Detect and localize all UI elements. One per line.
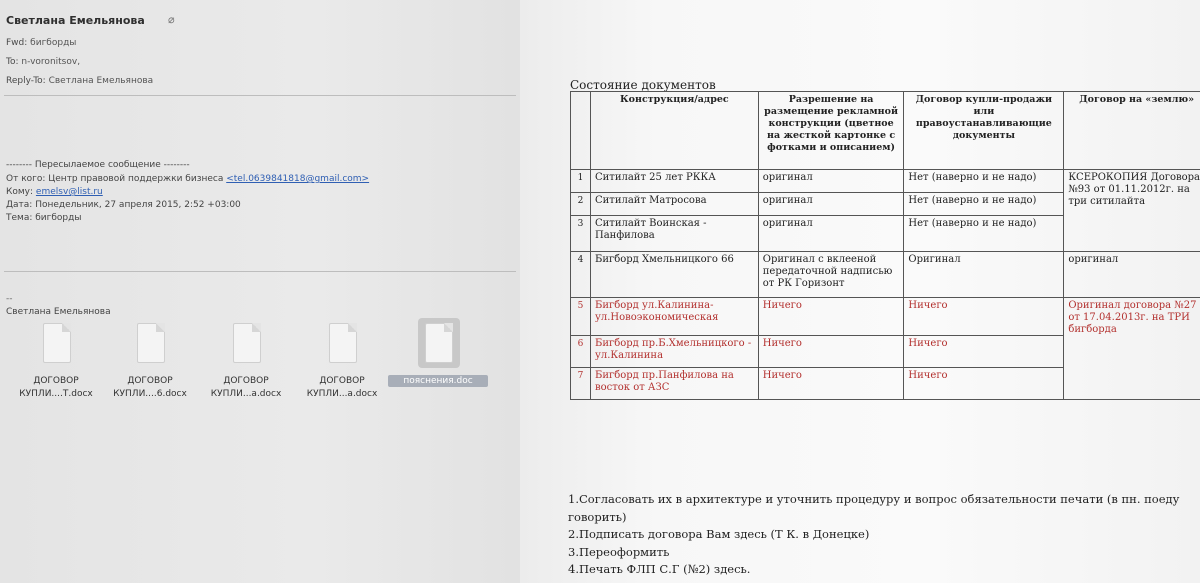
cell-permit: Ничего: [758, 368, 904, 400]
document-icon: [329, 323, 357, 363]
notes-list: [568, 491, 1200, 579]
cell-num: 5: [571, 298, 591, 336]
cell-address: Бигборд Хмельницкого 66: [590, 252, 758, 298]
cell-permit: оригинал: [758, 216, 904, 252]
cell-address: Бигборд пр.Панфилова на восток от АЗС: [590, 368, 758, 400]
cell-land: КСЕРОКОПИЯ Договора №93 от 01.11.2012г. на три ситилайта: [1064, 170, 1200, 252]
mail-pane: [0, 0, 520, 583]
cell-address: Бигборд пр.Б.Хмельницкого - ул.Калинина: [590, 336, 758, 368]
document-icon: [425, 323, 453, 363]
cell-contract: Нет (наверно и не надо): [904, 193, 1064, 216]
signature: Светлана Емельянова: [6, 307, 111, 317]
attachment-2[interactable]: ДОГОВОР КУПЛИ....6.docx: [102, 320, 198, 410]
paperclip-icon: ⌀: [168, 13, 175, 26]
header-subject: Fwd: бигборды: [6, 38, 77, 48]
cell-permit: Ничего: [758, 298, 904, 336]
attachment-4[interactable]: ДОГОВОР КУПЛИ...а.docx: [294, 320, 390, 410]
table-row: [571, 252, 1200, 298]
forward-subject: Тема: бигборды: [6, 213, 82, 223]
cell-address: Ситилайт Матросова: [590, 193, 758, 216]
sender-name[interactable]: Светлана Емельянова: [6, 14, 145, 27]
header-permit: Разрешение на размещение рекламной конструкции (цветное на жесткой картонке с фотками и описанием): [758, 92, 904, 170]
forward-from: От кого: Центр правовой поддержки бизнеса <tel.0639841818@gmail.com>: [6, 174, 370, 184]
cell-address: Ситилайт Воинская - Панфилова: [590, 216, 758, 252]
cell-address: Бигборд ул.Калинина-ул.Новоэкономическая: [590, 298, 758, 336]
cell-address: Ситилайт 25 лет РККА: [590, 170, 758, 193]
from-email-link[interactable]: <tel.0639841818@gmail.com>: [226, 174, 370, 184]
cell-contract: Нет (наверно и не надо): [904, 216, 1064, 252]
cell-contract: Оригинал: [904, 252, 1064, 298]
header-divider: [4, 95, 516, 96]
header-land: Договор на «землю»: [1064, 92, 1200, 170]
cell-permit: Оригинал с вклееной передаточной надписью от РК Горизонт: [758, 252, 904, 298]
document-icon: [233, 323, 261, 363]
note-item: 2.Подписать договора Вам здесь (Т К. в Донецке): [568, 527, 870, 541]
cell-num: 4: [571, 252, 591, 298]
attachment-5-selected[interactable]: пояснения.doc: [390, 320, 486, 410]
documents-status-table: [570, 91, 1200, 400]
note-item: 1.Согласовать их в архитектуре и уточнить процедуру и вопрос обязательности печати (в пн. поеду говорить): [568, 492, 1180, 524]
cell-contract: Ничего: [904, 298, 1064, 336]
header-num: [571, 92, 591, 170]
forward-to: Кому: emelsv@list.ru: [6, 187, 103, 197]
attachment-1[interactable]: ДОГОВОР КУПЛИ....Т.docx: [8, 320, 104, 410]
document-preview: [520, 0, 1200, 583]
body-divider: [4, 271, 516, 272]
table-row: [571, 298, 1200, 336]
table-header-row: [571, 92, 1200, 170]
cell-land: оригинал: [1064, 252, 1200, 298]
document-icon: [43, 323, 71, 363]
cell-num: 2: [571, 193, 591, 216]
cell-num: 6: [571, 336, 591, 368]
table-row: [571, 170, 1200, 193]
cell-permit: оригинал: [758, 193, 904, 216]
cell-permit: Ничего: [758, 336, 904, 368]
to-email-link[interactable]: emelsv@list.ru: [35, 187, 103, 197]
cell-land: Оригинал договора №27 от 17.04.2013г. на ТРИ бигборда: [1064, 298, 1200, 400]
cell-contract: Нет (наверно и не надо): [904, 170, 1064, 193]
note-item: 4.Печать ФЛП С.Г (№2) здесь.: [568, 562, 751, 576]
header-address: Конструкция/адрес: [590, 92, 758, 170]
cell-num: 3: [571, 216, 591, 252]
attachment-3[interactable]: ДОГОВОР КУПЛИ...а.docx: [198, 320, 294, 410]
cell-permit: оригинал: [758, 170, 904, 193]
document-title: Состояние документов: [570, 78, 716, 92]
note-item: 3.Переоформить: [568, 544, 670, 559]
cell-num: 7: [571, 368, 591, 400]
header-reply-to: Reply-To: Светлана Емельянова: [6, 76, 154, 86]
forward-separator: -------- Пересылаемое сообщение --------: [6, 160, 190, 170]
signature-dash: --: [6, 294, 13, 304]
header-contract: Договор купли-продажи или правоустанавливающие документы: [904, 92, 1064, 170]
forward-date: Дата: Понедельник, 27 апреля 2015, 2:52 +03:00: [6, 200, 241, 210]
cell-contract: Ничего: [904, 336, 1064, 368]
document-icon: [137, 323, 165, 363]
header-to: To: n-voronitsov,: [6, 57, 81, 67]
cell-contract: Ничего: [904, 368, 1064, 400]
cell-num: 1: [571, 170, 591, 193]
